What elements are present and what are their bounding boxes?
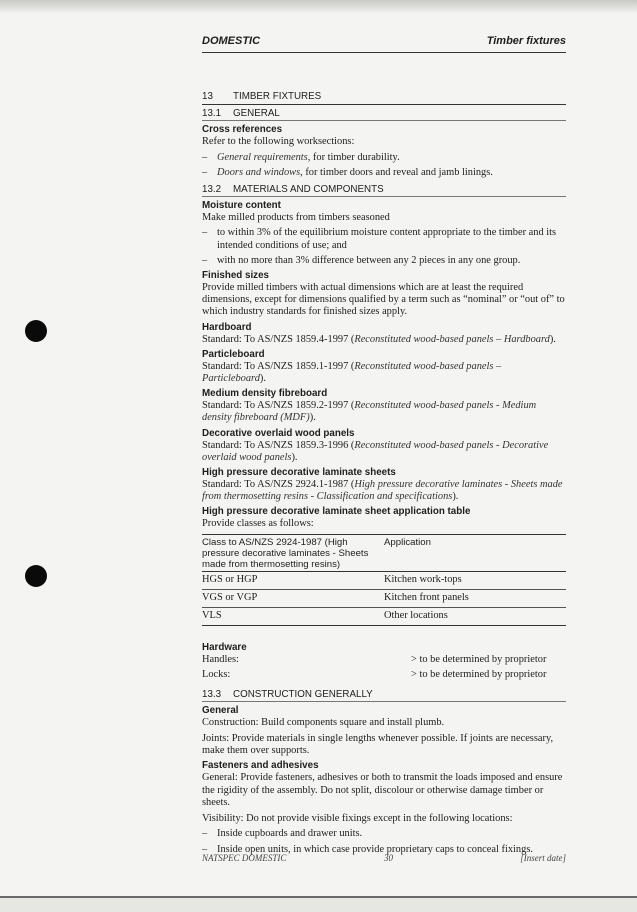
hpl-table-intro: Provide classes as follows: bbox=[202, 518, 314, 530]
moisture-intro: Make milled products from timbers seasoned bbox=[202, 212, 390, 224]
hardware-label: Locks: bbox=[202, 668, 231, 680]
fasteners-general-text: General: Provide fasteners, adhesives or both to transmit the loads imposed and ensure the rigidity of the assembly. Do not split, discolour or otherwise damage timber or sheets. bbox=[202, 772, 563, 808]
table-row bbox=[202, 589, 566, 607]
visibility-text: Visibility: Do not provide visible fixings except in the following locations: bbox=[202, 813, 513, 825]
moisture-heading: Moisture content bbox=[202, 200, 281, 212]
subsection-13-1 bbox=[202, 108, 566, 121]
dash: – bbox=[202, 151, 208, 163]
footer-date: [Insert date] bbox=[520, 853, 566, 863]
list-item bbox=[202, 255, 566, 267]
ref-text: , for timber durability. bbox=[307, 151, 400, 163]
moisture-list bbox=[202, 227, 566, 267]
table-row bbox=[202, 607, 566, 625]
hardware-row-handles bbox=[202, 654, 566, 669]
standard-suffix: ). bbox=[309, 412, 316, 424]
standard-title: Reconstituted wood-based panels - Medium density fibreboard (MDF) bbox=[202, 400, 537, 424]
scan-shadow-bottom bbox=[0, 898, 637, 912]
hardware-row-locks bbox=[202, 669, 566, 684]
header-left: DOMESTIC bbox=[202, 35, 261, 47]
dash: – bbox=[202, 843, 208, 855]
list-item-text: to within 3% of the equilibrium moisture content appropriate to the timber and its intended conditions of use; and bbox=[217, 227, 557, 251]
subsection-number: 13.1 bbox=[202, 108, 222, 120]
document-body bbox=[202, 91, 566, 859]
mdf-heading: Medium density fibreboard bbox=[202, 388, 328, 400]
section-title bbox=[202, 91, 566, 105]
list-item-text: with no more than 3% difference between any 2 pieces in any one group. bbox=[217, 254, 521, 266]
hardware-label: Handles: bbox=[202, 653, 239, 665]
hardboard-heading: Hardboard bbox=[202, 321, 252, 333]
decorative-standard bbox=[202, 440, 566, 464]
standard-suffix: ). bbox=[452, 491, 459, 503]
visibility-list bbox=[202, 828, 566, 855]
header-rule bbox=[202, 52, 566, 53]
standard-title: Reconstituted wood-based panels – Hardboard bbox=[354, 333, 550, 345]
standard-prefix: Standard: To AS/NZS 1859.1-1997 ( bbox=[202, 360, 355, 372]
hpl-heading: High pressure decorative laminate sheets bbox=[202, 467, 396, 479]
column-header-class: Class to AS/NZS 2924-1987 (High pressure decorative laminates - Sheets made from thermosetting resins) bbox=[202, 534, 384, 571]
hardware-value: > to be determined by proprietor bbox=[411, 653, 547, 665]
list-item-text: Inside open units, in which case provide proprietary caps to conceal fixings. bbox=[217, 843, 533, 855]
subsection-13-2 bbox=[202, 184, 566, 197]
hardware-heading: Hardware bbox=[202, 641, 247, 653]
general-heading: General bbox=[202, 704, 239, 716]
hpl-standard bbox=[202, 479, 566, 503]
list-item bbox=[202, 227, 566, 251]
table-cell-class: HGS or HGP bbox=[202, 571, 384, 589]
standard-title: Reconstituted wood-based panels - Decorative overlaid wood panels bbox=[202, 439, 549, 463]
mdf-standard bbox=[202, 400, 566, 424]
finished-sizes-heading: Finished sizes bbox=[202, 270, 269, 282]
standard-suffix: ). bbox=[259, 373, 266, 385]
table-cell-class: VLS bbox=[202, 607, 384, 625]
table-cell-application: Kitchen work-tops bbox=[384, 571, 566, 589]
joints-text: Joints: Provide materials in single lengths whenever possible. If joints are necessary, make them over supports. bbox=[202, 733, 554, 757]
punch-hole-lower bbox=[25, 565, 47, 587]
table-cell-application: Kitchen front panels bbox=[384, 589, 566, 607]
standard-prefix: Standard: To AS/NZS 1859.3-1996 ( bbox=[202, 439, 355, 451]
dash: – bbox=[202, 166, 208, 178]
standard-prefix: Standard: To AS/NZS 1859.2-1997 ( bbox=[202, 400, 355, 412]
standard-prefix: Standard: To AS/NZS 1859.4-1997 ( bbox=[202, 333, 355, 345]
list-item bbox=[202, 828, 566, 840]
list-item-text: Inside cupboards and drawer units. bbox=[217, 828, 363, 840]
punch-hole-upper bbox=[25, 320, 47, 342]
hardboard-standard bbox=[202, 334, 566, 346]
standard-suffix: ). bbox=[549, 333, 556, 345]
standard-suffix: ). bbox=[291, 451, 298, 463]
dash: – bbox=[202, 254, 208, 266]
ref-text: , for timber doors and reveal and jamb linings. bbox=[300, 166, 493, 178]
standard-title: High pressure decorative laminates - Sheets made from thermosetting resins - Classification and specifications bbox=[202, 479, 563, 503]
subsection-title: GENERAL bbox=[233, 108, 280, 120]
table-cell-application: Other locations bbox=[384, 607, 566, 625]
page-number: 30 bbox=[384, 853, 393, 863]
subsection-13-3 bbox=[202, 689, 566, 702]
subsection-number: 13.2 bbox=[202, 184, 222, 196]
hpl-application-table bbox=[202, 534, 566, 626]
subsection-title: MATERIALS AND COMPONENTS bbox=[233, 184, 384, 196]
ref-title: Doors and windows bbox=[217, 166, 301, 178]
subsection-title: CONSTRUCTION GENERALLY bbox=[233, 688, 373, 700]
particleboard-standard bbox=[202, 361, 566, 385]
standard-title: Reconstituted wood-based panels – Particleboard bbox=[202, 360, 502, 385]
table-cell-class: VGS or VGP bbox=[202, 589, 384, 607]
cross-references-heading: Cross references bbox=[202, 124, 283, 136]
decorative-heading: Decorative overlaid wood panels bbox=[202, 427, 355, 439]
section-title-text: TIMBER FIXTURES bbox=[233, 91, 322, 102]
table-header-row bbox=[202, 534, 566, 571]
column-header-application: Application bbox=[384, 534, 566, 571]
cross-references-list bbox=[202, 152, 566, 179]
list-item bbox=[202, 152, 566, 164]
hpl-table-heading: High pressure decorative laminate sheet application table bbox=[202, 506, 471, 518]
hardware-value: > to be determined by proprietor bbox=[411, 668, 547, 680]
list-item bbox=[202, 167, 566, 179]
ref-title: General requirements bbox=[217, 151, 308, 163]
section-number: 13 bbox=[202, 91, 213, 102]
finished-sizes-text: Provide milled timbers with actual dimensions which are at least the required dimensions, except for dimensions qualified by a term such as “nominal” or “out of” to which industry standards for finished sizes apply. bbox=[202, 282, 565, 318]
footer-left: NATSPEC DOMESTIC bbox=[202, 853, 287, 863]
scan-shadow-top bbox=[0, 0, 637, 14]
fasteners-heading: Fasteners and adhesives bbox=[202, 760, 319, 772]
standard-prefix: Standard: To AS/NZS 2924.1-1987 ( bbox=[202, 479, 355, 491]
particleboard-heading: Particleboard bbox=[202, 348, 265, 360]
subsection-number: 13.3 bbox=[202, 688, 222, 700]
dash: – bbox=[202, 227, 208, 239]
table-row bbox=[202, 571, 566, 589]
construction-text: Construction: Build components square and install plumb. bbox=[202, 716, 445, 728]
cross-references-intro: Refer to the following worksections: bbox=[202, 136, 355, 148]
dash: – bbox=[202, 828, 208, 840]
header-right: Timber fixtures bbox=[486, 35, 566, 47]
